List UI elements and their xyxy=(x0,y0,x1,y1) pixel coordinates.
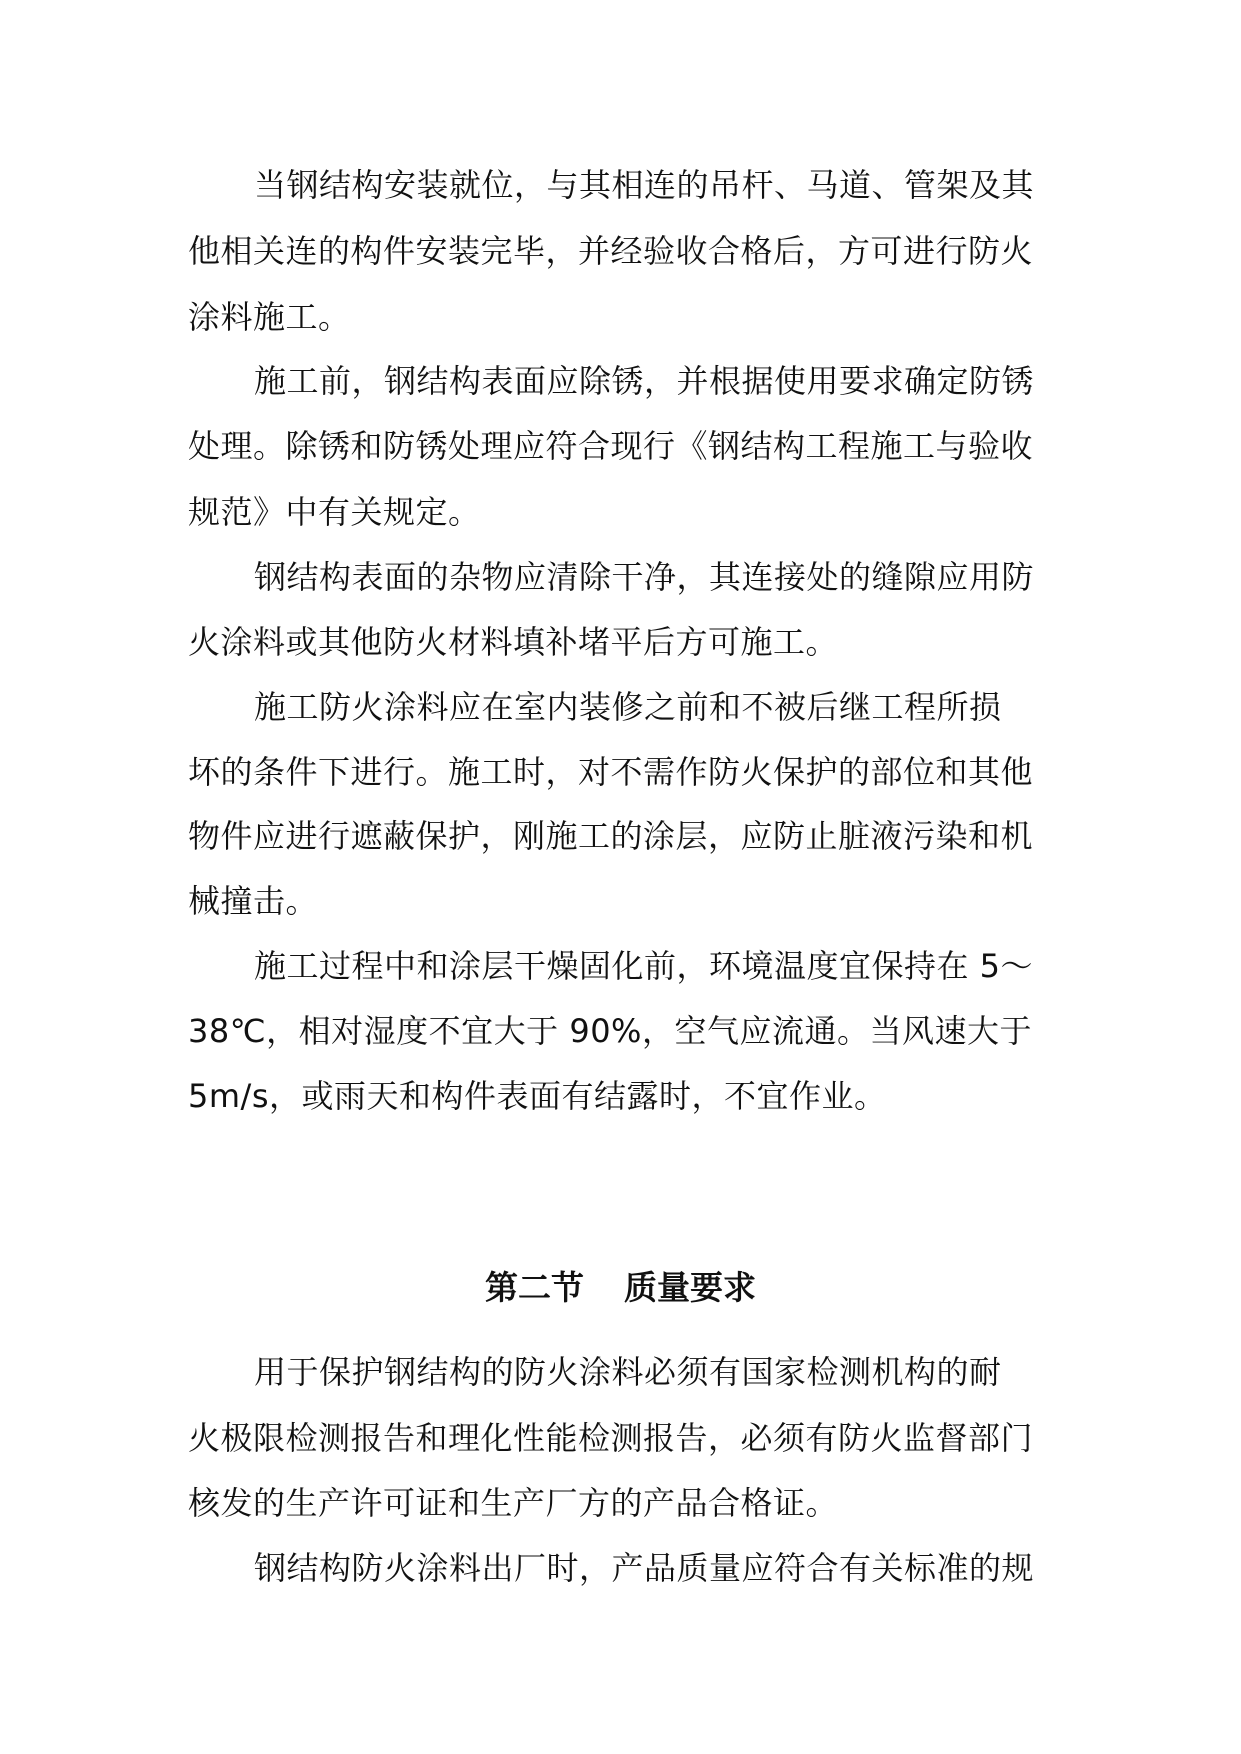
paragraph-line: 钢结构防火涂料出厂时，产品质量应符合有关标准的规 xyxy=(254,1549,1035,1587)
paragraph-line: 他相关连的构件安装完毕，并经验收合格后，方可进行防火 xyxy=(188,232,1034,270)
paragraph-line: 核发的生产许可证和生产厂方的产品合格证。 xyxy=(188,1484,839,1522)
paragraph-line: 5m/s，或雨天和构件表面有结露时，不宜作业。 xyxy=(188,1077,887,1115)
paragraph-line: 物件应进行遮蔽保护，刚施工的涂层，应防止脏液污染和机 xyxy=(188,817,1034,855)
paragraph-line: 施工防火涂料应在室内装修之前和不被后继工程所损 xyxy=(254,688,1002,726)
paragraph-line: 械撞击。 xyxy=(188,882,319,920)
paragraph-line: 当钢结构安装就位，与其相连的吊杆、马道、管架及其 xyxy=(254,166,1035,204)
paragraph-line: 火涂料或其他防火材料填补堵平后方可施工。 xyxy=(188,623,839,661)
paragraph-line: 38℃，相对湿度不宜大于 90%，空气应流通。当风速大于 xyxy=(188,1012,1032,1050)
paragraph-line: 施工前，钢结构表面应除锈，并根据使用要求确定防锈 xyxy=(254,362,1035,400)
paragraph-line: 坏的条件下进行。施工时，对不需作防火保护的部位和其他 xyxy=(188,753,1034,791)
paragraph-line: 处理。除锈和防锈处理应符合现行《钢结构工程施工与验收 xyxy=(188,427,1034,465)
paragraph-line: 规范》中有关规定。 xyxy=(188,493,481,531)
paragraph-line: 用于保护钢结构的防火涂料必须有国家检测机构的耐 xyxy=(254,1353,1002,1391)
section-title: 质量要求 xyxy=(624,1268,756,1307)
paragraph-line: 施工过程中和涂层干燥固化前，环境温度宜保持在 5～ xyxy=(254,947,1034,985)
paragraph-line: 火极限检测报告和理化性能检测报告，必须有防火监督部门 xyxy=(188,1419,1034,1457)
paragraph-line: 涂料施工。 xyxy=(188,298,351,336)
section-number: 第二节 xyxy=(485,1268,584,1307)
paragraph-line: 钢结构表面的杂物应清除干净，其连接处的缝隙应用防 xyxy=(254,558,1035,596)
section-heading xyxy=(0,1262,1241,1314)
